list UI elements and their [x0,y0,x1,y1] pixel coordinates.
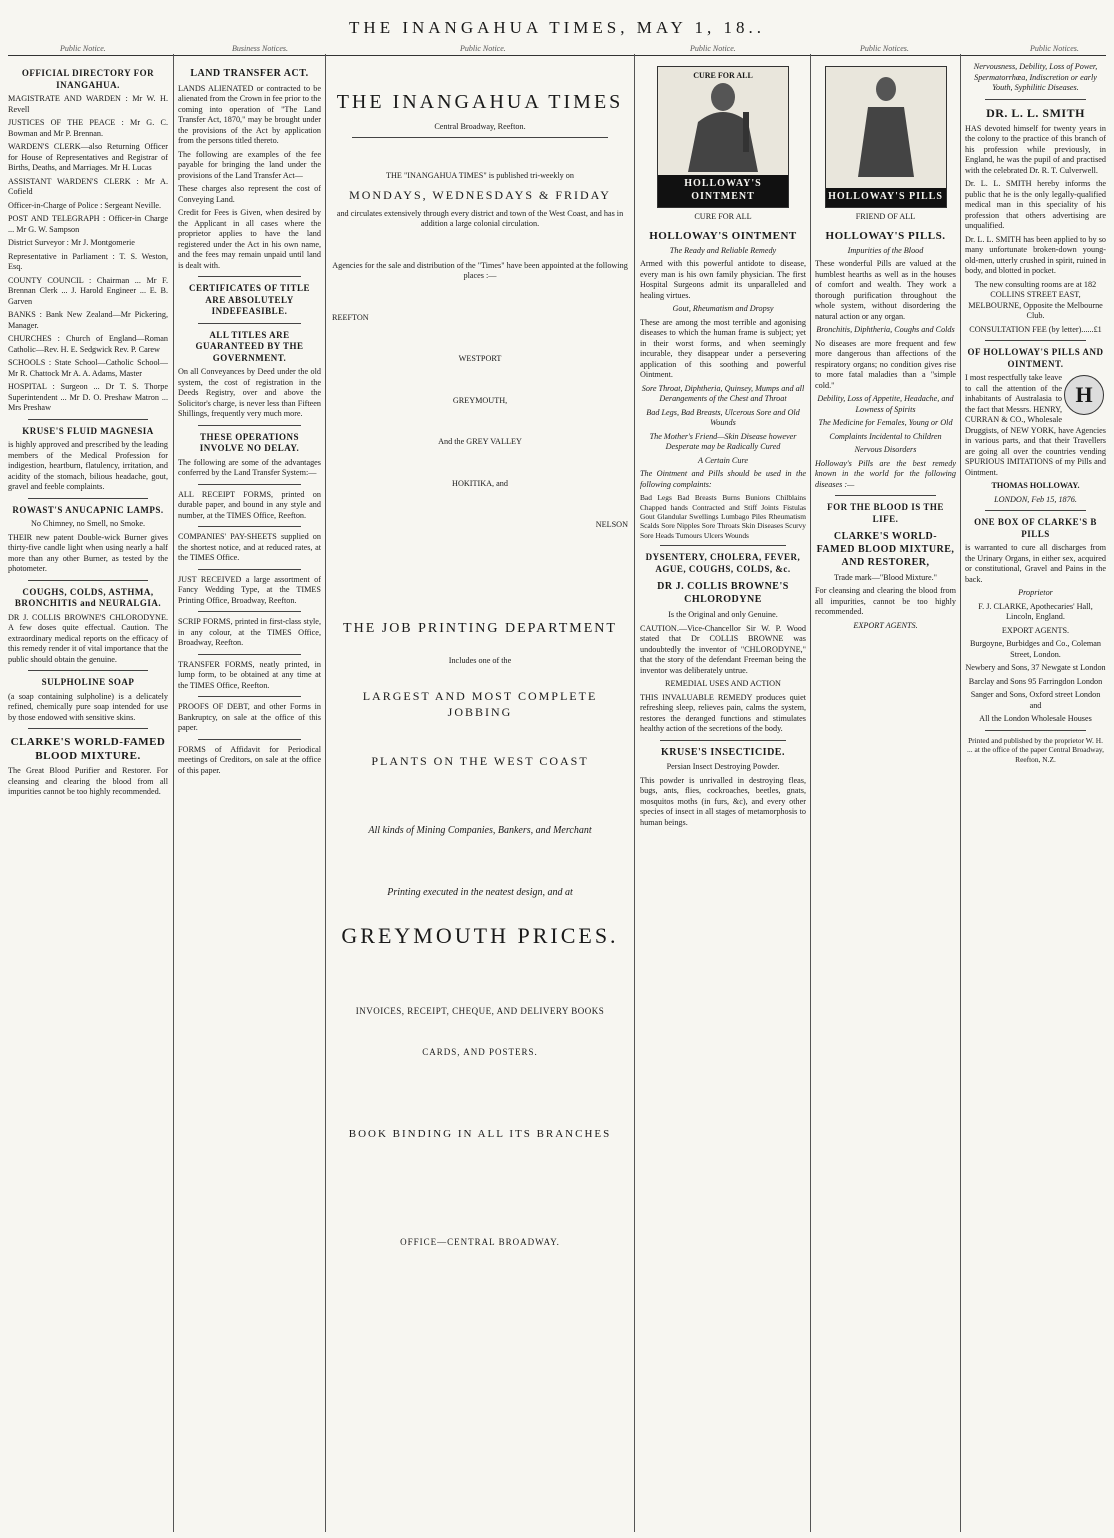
masthead-title: THE INANGAHUA TIMES, MAY 1, 18.. [349,18,765,37]
column-header-5: Public Notices. [860,44,909,53]
ad-text: This powder is unrivalled in destroying fleas, bugs, ants, flies, cockroaches, beetles, gnats, mosquitos moths (in furs, &c), and every other species of insect in all stages of metamorphosis to human beings. [640,775,806,827]
notice-text: PROOFS OF DEBT, and other Forms in Bankruptcy, on sale at the office of this paper. [178,702,321,733]
seated-figure-icon [658,67,788,177]
column-smith [965,62,1106,1532]
ad-subheading: EXPORT AGENTS. [853,620,918,630]
agencies-line: Agencies for the sale and distribution of the "Times" have been appointed at the following places :— [332,260,628,281]
notice-text: LANDS ALIENATED or contracted to be alienated from the Crown in fee prior to the coming into operation of "The Land Transfer Act, 1870," may be brought under the provisions of the Act by application from the persons titled thereto. [178,83,321,146]
column-business [178,62,321,1532]
ad-subheading: EXPORT AGENTS. [1001,625,1070,635]
publish-days: MONDAYS, WEDNESDAYS & FRIDAY [349,187,611,202]
divider [198,569,301,570]
divider [198,611,301,612]
ad-subheading: REMEDIAL USES AND ACTION [665,679,781,689]
ad-subheading: A Certain Cure [697,455,749,465]
divider [198,526,301,527]
plants-line: PLANTS ON THE WEST COAST [371,754,589,769]
ad-text: The Ointment and Pills should be used in the following complaints: [640,469,806,489]
standing-figure-icon [826,67,946,179]
ad-subheading: Sore Throat, Diphtheria, Quinsey, Mumps and all Derangements of the Chest and Throat [641,383,805,404]
ad-text: Dr. L. L. SMITH has been applied to by so many unfortunate broken-down young-old-men, utterly crushed in spirit, ruined in body, and blotted in pocket. [965,234,1106,276]
times-address: Central Broadway, Reefton. [434,121,526,131]
ad-text: I most respectfully take leave to call the attention of the inhabitants of Australasia to the fact that Messrs. HENRY, CURRAN & CO., Wholesale Druggists, of NEW YORK, have Agencies in various parts, and that their Travellers are going all over the countries vending SPURIOUS IMITATIONS of my Pills and Ointment. [965,373,1106,477]
directory-line: MAGISTRATE AND WARDEN : Mr W. H. Revell [8,94,168,114]
ad-title: ONE BOX OF CLARKE'S B PILLS [974,517,1097,539]
agency-place: NELSON [595,520,628,530]
divider [198,276,301,277]
ad-text: (a soap containing sulpholine) is a delicately refined, chemically pure soap intended for use by those endowed with sensitive skins. [8,691,168,722]
notice-text: The following are some of the advantages conferred by the Land Transfer System:— [178,457,321,478]
signature-location: LONDON, Feb 15, 1876. [994,494,1077,504]
notice-text: SCRIP FORMS, printed in first-class style, in any colour, at the TIMES Office, Broadway, Reefton. [178,617,321,648]
ad-title: DYSENTERY, CHOLERA, FEVER, AGUE, COUGHS, COLDS, &c. [645,552,801,574]
printing-line: Printing executed in the neatest design, and at [387,887,573,899]
ad-subheading: Impurities of the Blood [847,245,924,255]
column-header-6: Public Notices. [1030,44,1079,53]
agency-place: And the GREY VALLEY [438,437,522,447]
ad-intro: Nervousness, Debility, Loss of Power, Spermatorrhœa, Indiscretion or early Youth, Syphilitic Diseases. [973,62,1098,92]
ointment-illustration [657,66,789,208]
greymouth-prices: GREYMOUTH PRICES. [341,923,619,949]
ad-title: KRUSE'S FLUID MAGNESIA [22,425,154,436]
directory-line: COUNTY COUNCIL : Chairman ... Mr F. Brennan Clerk ... J. Harold Engineer ... E. B. Garven [8,275,168,306]
divider [198,425,301,426]
ad-text: DR J. COLLIS BROWNE'S CHLORODYNE. A few doses quite effectual. Caution. The extraordinary medical reports on the efficacy of this remedy render it of vital importance that the public should obtain the genuine. [8,612,168,664]
circulation-line: and circulates extensively through every district and town of the West Coast, and has in addition a large colonial circulation. [336,208,624,229]
directory-line: Officer-in-Charge of Police : Sergeant Neville. [8,200,162,210]
agent-line: Newbery and Sons, 37 Newgate st London [965,663,1106,673]
column-times-ad [332,62,628,1532]
ad-subheading: Debility, Loss of Appetite, Headache, and Lowness of Spirits [817,394,954,414]
ad-line: Trade mark—"Blood Mixture." [833,572,938,582]
directory-line: Representative in Parliament : T. S. Weston, Esq. [8,251,168,272]
column-header-3: Public Notice. [460,44,506,53]
notice-text: TRANSFER FORMS, neatly printed, in lump form, to be obtained at any time at the TIMES Office, Reefton. [178,659,321,690]
ad-title: DR. L. L. SMITH [986,105,1085,120]
ad-line: Is the Original and only Genuine. [668,610,778,620]
ad-text: Dr. L. L. SMITH hereby informs the public that he is the only legally-qualified medical man in this speciality of his profession that others advertising are unqualified. [965,179,1106,231]
column-divider [173,54,174,1532]
notice-heading: CERTIFICATES OF TITLE ARE ABSOLUTELY INDEFEASIBLE. [188,283,311,317]
column-header-2: Business Notices. [232,44,288,53]
pills-illustration [825,66,947,208]
agent-line: Sanger and Sons, Oxford street London and [970,690,1101,710]
column-header-1: Public Notice. [60,44,106,53]
pills-label: HOLLOWAY'S PILLS [826,188,946,207]
ad-subheading: Nervous Disorders [854,445,917,455]
notice-text: JUST RECEIVED a large assortment of Fancy Wedding Type, at the TIMES Printing Office, Broadway, Reefton. [178,574,321,605]
divider [985,510,1086,511]
ad-text: HAS devoted himself for twenty years in the colony to the practice of this branch of his profession while previously, in England, he was the pupil of and practised with the celebrated Dr. R. T. Culverwell. [965,123,1106,175]
job-printing-heading: THE JOB PRINTING DEPARTMENT [343,620,617,636]
ad-text: CAUTION.—Vice-Chancellor Sir W. P. Wood stated that Dr COLLIS BROWNE was undoubtedly the inventor of "CHLORODYNE," that the story of the defendant Freeman being the inventor was deliberately untrue. [640,623,806,675]
ad-text: These wonderful Pills are valued at the humblest hearths as well as in the houses of comfort and wealth. They work a thorough purification throughout the whole system, without disordering the natural action or any organ. [815,259,956,321]
divider [28,728,148,729]
directory-line: HOSPITAL : Surgeon ... Dr T. S. Thorpe Superintendent ... Mr D. O. Preshaw Matron ... Mrs Preshaw [8,382,168,413]
ointment-caption: CURE FOR ALL [694,212,752,221]
agency-place: REEFTON [332,312,369,322]
divider [660,740,786,741]
ointment-label: HOLLOWAY'S OINTMENT [658,175,788,207]
ad-title: CLARKE'S WORLD-FAMED BLOOD MIXTURE. [10,736,166,763]
ad-text: is warranted to cure all discharges from the Urinary Organs, in either sex, acquired or constitutional, Gravel and Pains in the back. [965,543,1106,584]
divider [198,696,301,697]
ad-text: The new consulting rooms are at 182 COLLINS STREET EAST, MELBOURNE, Opposite the Melbourne Club. [968,279,1103,321]
divider [28,419,148,420]
ad-text: No diseases are more frequent and few more dangerous than affections of the respiratory organs; no condition gives rise to more fatal maladies than a "simple cold." [815,338,956,390]
directory-line: CHURCHES : Church of England—Roman Catholic—Rev. H. E. Sedgwick Rev. P. Carew [8,334,168,354]
ad-text: CONSULTATION FEE (by letter)......£1 [969,324,1102,334]
ad-title: FOR THE BLOOD IS THE LIFE. [827,502,944,524]
directory-line: ASSISTANT WARDEN'S CLERK : Mr A. Cofield [8,176,168,197]
column-holloway-pills [815,62,956,1532]
column-divider [810,54,811,1532]
notice-text: These charges also represent the cost of Conveying Land. [178,184,321,204]
invoices-line: INVOICES, RECEIPT, CHEQUE, AND DELIVERY BOOKS [355,1006,605,1017]
ad-subtitle: Persian Insect Destroying Powder. [666,762,780,772]
complaint-list: Bad Legs Bad Breasts Burns Bunions Chilblains Chapped hands Contracted and Stiff Joints Fistulas Gout Glandular Swellings Lumbago Piles Rheumatism Scalds Sore Nipples Sore Throats Skin Diseases Scurvy Sore Heads Tumours Ulcers Wounds [640,493,806,540]
directory-line: District Surveyor : Mr J. Montgomerie [8,238,135,248]
ad-line: Proprietor [1018,588,1053,598]
office-line: OFFICE—CENTRAL BROADWAY. [400,1237,560,1248]
divider [985,99,1086,100]
divider [660,545,786,546]
includes-line: Includes one of the [448,655,512,665]
times-publish-line: THE "INANGAHUA TIMES" is published tri-weekly on [385,171,574,181]
column-holloway-ointment [640,62,806,1532]
notice-text: Credit for Fees is Given, when desired by the Applicant in all cases where the proprietor applies to have the land registered under the Act in his own name, and the fees may remain unpaid until land is dealt with. [178,208,321,270]
ad-text: THIS INVALUABLE REMEDY produces quiet refreshing sleep, relieves pain, calms the system, restores the deranged functions and stimulates healthy action of the secretions of the body. [640,692,806,734]
ad-subtitle: DR J. COLLIS BROWNE'S CHLORODYNE [657,581,789,606]
column-directory [8,62,168,1532]
notice-text: FORMS of Affidavit for Periodical meetings of Creditors, on sale at the office of this paper. [178,744,321,775]
ad-subheading: The Medicine for Females, Young or Old [818,418,953,428]
divider [28,580,148,581]
directory-line: BANKS : Bank New Zealand—Mr Pickering, Manager. [8,310,168,330]
divider [352,137,608,138]
agency-place: WESTPORT [458,354,502,364]
notice-text: The following are examples of the fee payable for bringing the land under the provisions of the Land Transfer Act— [178,149,321,180]
directory-line: SCHOOLS : State School—Catholic School—Mr R. Chattock Mr A. A. Adams, Master [8,358,168,378]
times-title: THE INANGAHUA TIMES [336,91,624,113]
directory-line: POST AND TELEGRAPH : Officer-in Charge ... Mr G. W. Sampson [8,214,168,234]
agent-line: Barclay and Sons 95 Farringdon London [968,676,1103,686]
divider [198,654,301,655]
ad-title: OF HOLLOWAY'S PILLS AND OINTMENT. [967,347,1104,369]
divider [198,323,301,324]
ad-title: HOLLOWAY'S OINTMENT [649,229,797,242]
ad-title: KRUSE'S INSECTICIDE. [661,746,785,758]
divider [985,340,1086,341]
ad-subtitle: No Chimney, no Smell, no Smoke. [30,519,146,529]
ad-subheading: The Ready and Reliable Remedy [669,245,777,255]
divider [198,484,301,485]
masthead [0,0,1114,58]
ad-subtitle: CLARKE'S WORLD-FAMED BLOOD MIXTURE, AND RESTORER, [816,531,955,568]
ointment-banner: CURE FOR ALL [693,71,753,80]
agency-place: GREYMOUTH, [452,395,508,405]
mining-kinds-line: All kinds of Mining Companies, Bankers, and Merchant [368,825,592,837]
ad-title: SULPHOLINE SOAP [41,677,135,688]
agent-line: Burgoyne, Burbidges and Co., Coleman Street, London. [969,639,1102,659]
notice-heading: THESE OPERATIONS INVOLVE NO DELAY. [199,431,300,454]
divider [28,670,148,671]
ad-subheading: Bad Legs, Bad Breasts, Ulcerous Sore and Old Wounds [646,407,800,428]
imprint: Printed and published by the proprietor W. H. ... at the office of the paper Central Broadway, Reefton, N.Z. [967,735,1104,764]
ad-text: Armed with this powerful antidote to disease, every man is his own family physician. The first Hospital Surgeons admit its unparalleled and healing virtues. [640,259,806,300]
divider [198,739,301,740]
column-divider [325,54,326,1532]
ad-text: THEIR new patent Double-wick Burner gives thirty-five candle light when using nearly a half more than any other Burner, as tested by the photometer. [8,532,168,574]
agency-place: HOKITIKA, and [452,478,508,488]
ad-title: COUGHS, COLDS, ASTHMA, BRONCHITIS and NEURALGIA. [14,586,162,609]
column-divider [960,54,961,1532]
ad-text: These are among the most terrible and agonising diseases to which the human frame is subject; yet in their worst forms, and when seemingly incurable, they disappear under a persevering application of this soothing and powerful Ointment. [640,317,806,380]
ad-title: ROWAST'S ANUCAPNIC LAMPS. [12,504,164,515]
directory-line: JUSTICES OF THE PEACE : Mr G. C. Bowman and Mr P. Brennan. [8,118,168,138]
divider [985,730,1086,731]
directory-title: OFFICIAL DIRECTORY FOR INANGAHUA. [21,68,155,90]
ad-subheading: Bronchitis, Diphtheria, Coughs and Colds [816,325,955,335]
notice-text: On all Conveyances by Deed under the old system, the cost of registration in the Deeds Registry, over and above the Solicitor's charge, is never less than Fifteen Shillings, frequently very much more. [178,367,321,419]
binding-line: BOOK BINDING IN ALL ITS BRANCHES [348,1128,612,1141]
largest-line: LARGEST AND MOST COMPLETE JOBBING [362,689,598,719]
ad-text: The Great Blood Purifier and Restorer. For cleansing and clearing the blood from all impurities cannot be too highly recommended. [8,766,168,797]
ad-title: HOLLOWAY'S PILLS. [825,229,946,242]
agent-line: All the London Wholesale Houses [979,714,1092,724]
ad-text: is highly approved and prescribed by the leading members of the Medical Profession for indigestion, heartburn, flatulency, irritation, and acidity of the stomach, bilious headache, gout, gravel and feeble complaints. [8,440,168,492]
notice-heading: ALL TITLES ARE GUARANTEED BY THE GOVERNMENT. [195,329,304,363]
signature: THOMAS HOLLOWAY. [991,481,1080,491]
divider [835,495,936,496]
notice-text: ALL RECEIPT FORMS, printed on durable paper, and bound in any style and number, at the TIMES Office, Reefton. [178,489,321,520]
land-transfer-title: LAND TRANSFER ACT. [190,68,309,79]
divider [28,498,148,499]
ad-text: Holloway's Pills are the best remedy known in the world for the following diseases :— [815,458,956,489]
ad-subheading: Gout, Rheumatism and Dropsy [672,304,774,314]
notice-text: COMPANIES' PAY-SHEETS supplied on the shortest notice, and at reduced rates, at the TIMES Office. [178,532,321,563]
ad-subheading: Complaints Incidental to Children [829,431,942,441]
cards-line: CARDS, AND POSTERS. [422,1046,538,1057]
directory-line: WARDEN'S CLERK—also Returning Officer for House of Representatives and Registrar of Births, Deaths, and Marriages. Mr H. Lucas [8,142,168,173]
column-header-4: Public Notice. [690,44,736,53]
pills-caption: FRIEND OF ALL [855,212,916,221]
h-trademark-icon: H [1064,375,1104,415]
ad-line: F. J. CLARKE, Apothecaries' Hall, Lincoln, England. [978,601,1093,622]
ad-text: For cleansing and clearing the blood from all impurities, cannot be too highly recommended. [815,586,956,616]
column-divider [634,54,635,1532]
ad-subheading: The Mother's Friend—Skin Disease however Desperate may be Radically Cured [649,431,797,452]
